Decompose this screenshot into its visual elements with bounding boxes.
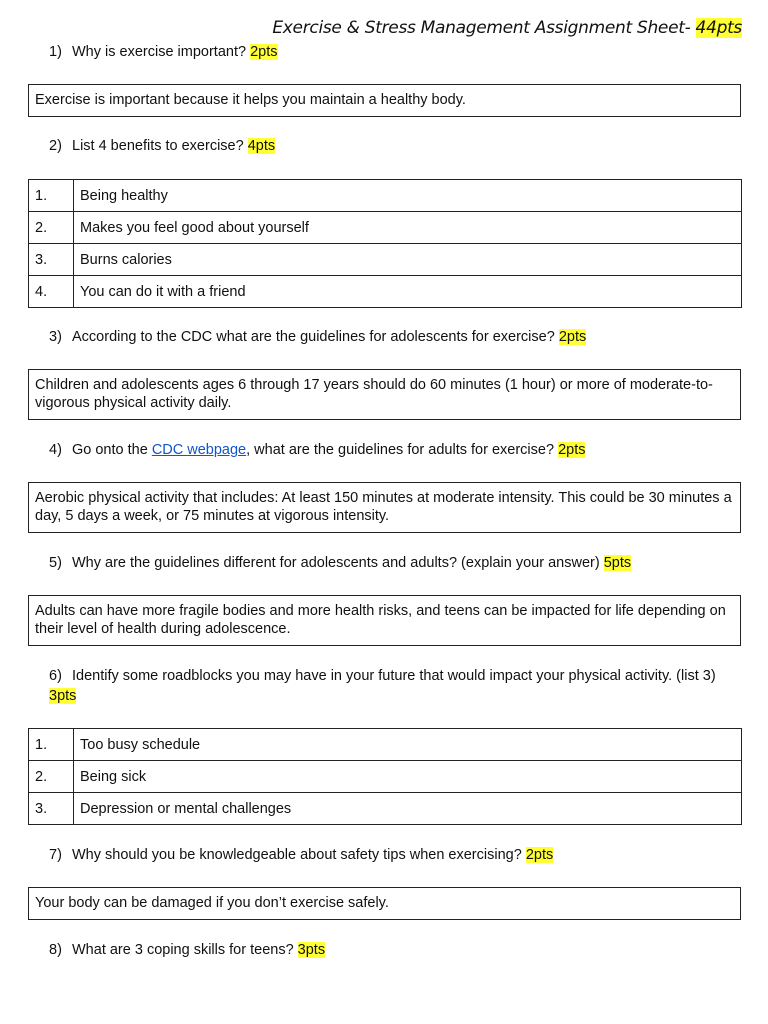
question-5 bbox=[49, 553, 739, 573]
row-answer[interactable]: Burns calories bbox=[74, 244, 742, 276]
question-text: , what are the guidelines for adults for exercise? bbox=[246, 442, 555, 458]
points-badge: 2pts bbox=[558, 329, 587, 345]
question-number: 1) bbox=[49, 44, 62, 60]
table-row bbox=[29, 793, 742, 825]
title-text: Exercise & Stress Management Assignment Sheet- bbox=[272, 18, 691, 38]
row-answer[interactable]: You can do it with a friend bbox=[74, 276, 742, 308]
points-badge: 3pts bbox=[49, 688, 77, 704]
question-6 bbox=[49, 666, 739, 706]
answer-text: Children and adolescents ages 6 through 17 years should do 60 minutes (1 hour) or more of moderate-to-vigorous physical activity daily. bbox=[35, 377, 713, 411]
question-number: 4) bbox=[49, 442, 62, 458]
question-3 bbox=[49, 327, 739, 347]
page-title bbox=[272, 18, 742, 38]
benefits-table bbox=[28, 179, 742, 308]
question-text: Why are the guidelines different for adolescents and adults? (explain your answer) bbox=[72, 555, 600, 571]
row-answer[interactable]: Depression or mental challenges bbox=[74, 793, 742, 825]
row-number: 1. bbox=[29, 729, 74, 761]
question-number: 8) bbox=[49, 942, 62, 958]
total-points: 44pts bbox=[695, 18, 742, 38]
points-badge: 4pts bbox=[247, 138, 276, 154]
roadblocks-table bbox=[28, 728, 742, 825]
question-text: Go onto the bbox=[72, 442, 152, 458]
points-badge: 2pts bbox=[558, 442, 586, 458]
question-text: Why is exercise important? bbox=[72, 44, 247, 60]
question-number: 5) bbox=[49, 555, 62, 571]
row-answer[interactable]: Makes you feel good about yourself bbox=[74, 212, 742, 244]
row-number: 3. bbox=[29, 244, 74, 276]
question-number: 3) bbox=[49, 329, 62, 345]
question-8 bbox=[49, 940, 739, 960]
row-number: 3. bbox=[29, 793, 74, 825]
question-text: Identify some roadblocks you may have in your future that would impact your physical activity. (list 3) bbox=[72, 668, 716, 684]
cdc-webpage-link[interactable]: CDC webpage bbox=[151, 442, 247, 458]
question-number: 6) bbox=[49, 668, 62, 684]
table-row bbox=[29, 276, 742, 308]
question-number: 7) bbox=[49, 847, 62, 863]
row-number: 1. bbox=[29, 180, 74, 212]
table-row bbox=[29, 729, 742, 761]
answer-text: Aerobic physical activity that includes: At least 150 minutes at moderate intensity. This could be 30 minutes a day, 5 days a week, or 75 minutes at vigorous intensity. bbox=[35, 490, 732, 524]
answer-box-3[interactable] bbox=[28, 369, 741, 420]
answer-text: Your body can be damaged if you don’t exercise safely. bbox=[35, 895, 389, 911]
question-text: What are 3 coping skills for teens? bbox=[72, 942, 294, 958]
question-text: According to the CDC what are the guidelines for adolescents for exercise? bbox=[72, 329, 555, 345]
answer-text: Exercise is important because it helps you maintain a healthy body. bbox=[35, 92, 466, 108]
question-text: Why should you be knowledgeable about safety tips when exercising? bbox=[72, 847, 522, 863]
table-row bbox=[29, 212, 742, 244]
points-badge: 2pts bbox=[525, 847, 554, 863]
question-number: 2) bbox=[49, 138, 62, 154]
answer-box-1[interactable] bbox=[28, 84, 741, 117]
points-badge: 3pts bbox=[297, 942, 326, 958]
row-answer[interactable]: Being healthy bbox=[74, 180, 742, 212]
row-number: 2. bbox=[29, 212, 74, 244]
question-1 bbox=[49, 42, 739, 62]
question-2 bbox=[49, 136, 739, 156]
answer-box-5[interactable] bbox=[28, 595, 741, 646]
table-row bbox=[29, 180, 742, 212]
points-badge: 2pts bbox=[250, 44, 278, 60]
row-number: 2. bbox=[29, 761, 74, 793]
answer-box-4[interactable] bbox=[28, 482, 741, 533]
answer-box-7[interactable] bbox=[28, 887, 741, 920]
row-answer[interactable]: Too busy schedule bbox=[74, 729, 742, 761]
row-number: 4. bbox=[29, 276, 74, 308]
table-row bbox=[29, 244, 742, 276]
table-row bbox=[29, 761, 742, 793]
answer-text: Adults can have more fragile bodies and more health risks, and teens can be impacted for life depending on their level of health during adolescence. bbox=[35, 603, 726, 637]
question-text: List 4 benefits to exercise? bbox=[72, 138, 244, 154]
row-answer[interactable]: Being sick bbox=[74, 761, 742, 793]
question-7 bbox=[49, 845, 739, 865]
question-4 bbox=[49, 440, 739, 460]
points-badge: 5pts bbox=[603, 555, 632, 571]
